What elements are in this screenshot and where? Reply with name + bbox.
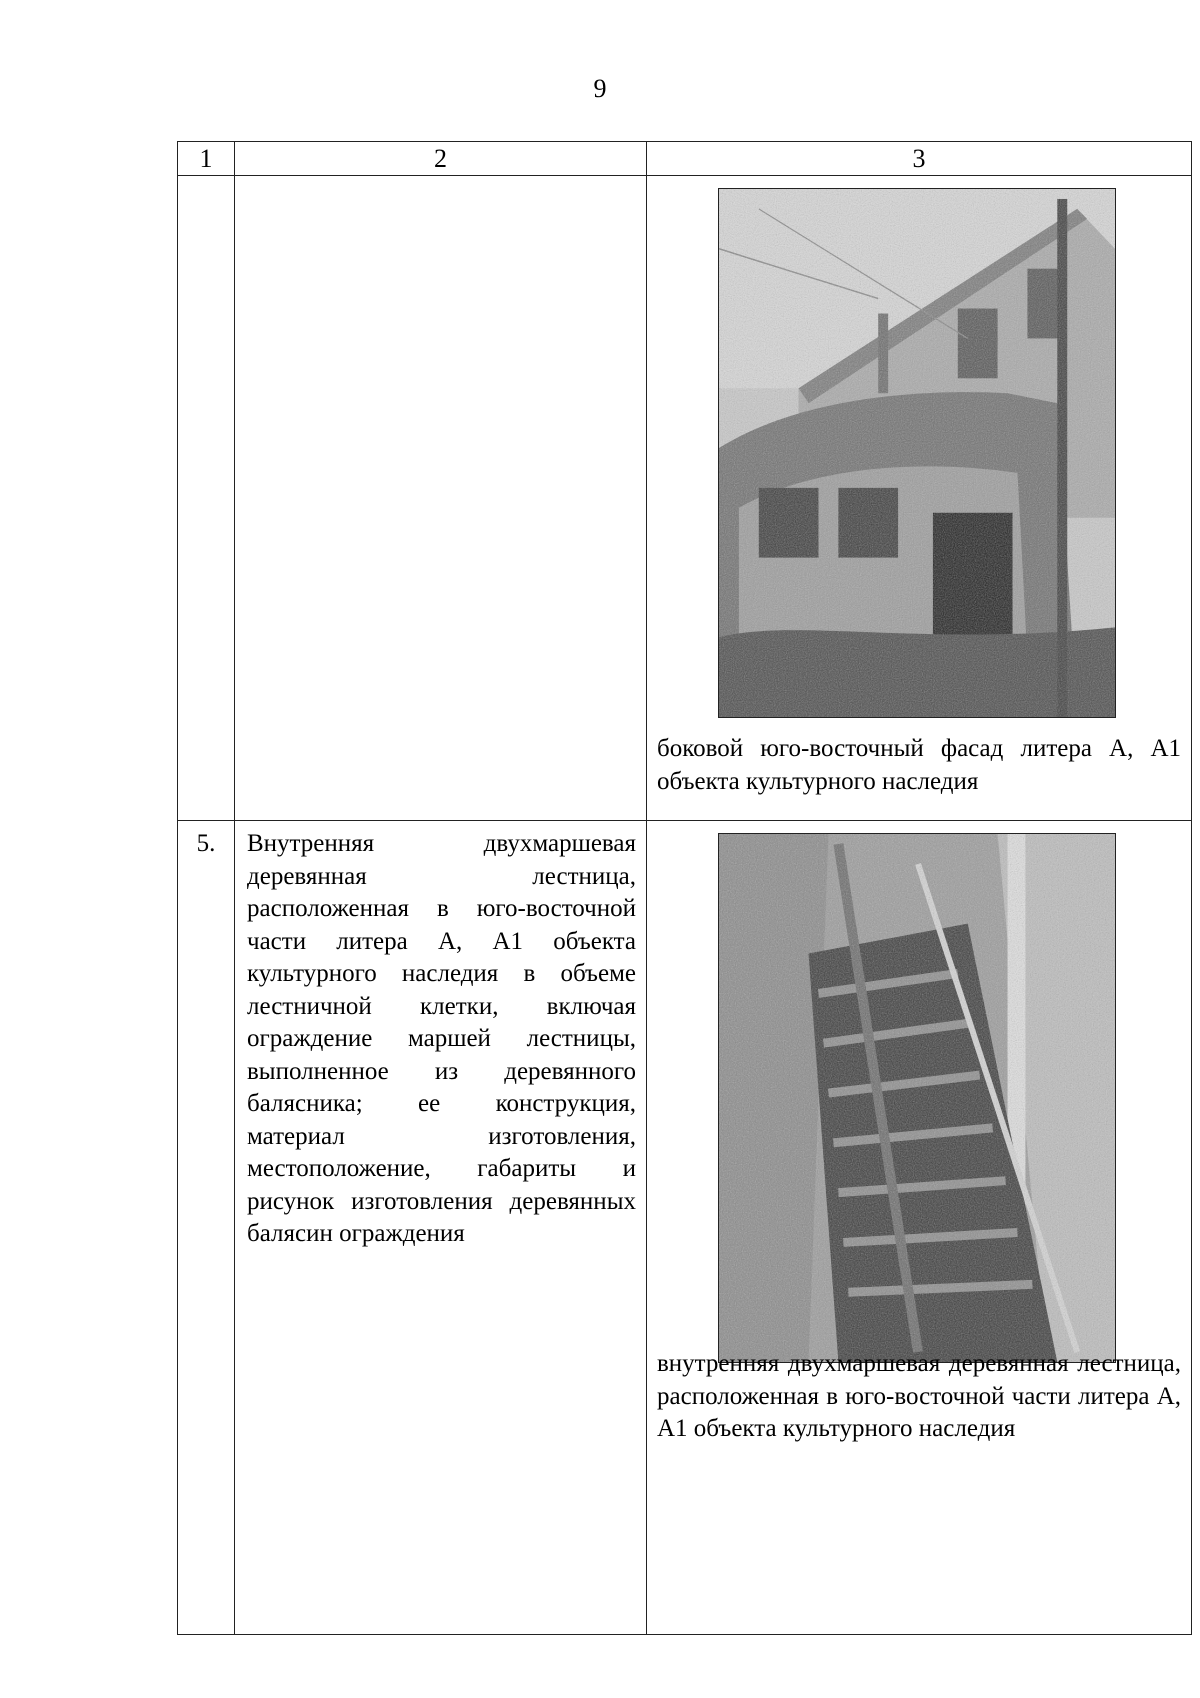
row-number bbox=[178, 176, 235, 821]
row-description: Внутренняя двухмаршевая деревянная лестница, расположенная в юго-восточной части литера А, А1 объекта культурного наследия в объеме лестничной клетки, включая ограждение маршей лестницы, выполненное из деревянного балясника; ее конструкция, материал изготовления, местоположение, габариты и рисунок изготовления деревянных балясин ограждения bbox=[235, 821, 647, 1635]
row-number: 5. bbox=[178, 821, 235, 1635]
row-description bbox=[235, 176, 647, 821]
facade-photo bbox=[718, 188, 1116, 718]
row-photo-cell bbox=[647, 821, 1192, 1635]
photo-caption: внутренняя двухмаршевая деревянная лестница, расположенная в юго-восточной части литера А, А1 объекта культурного наследия bbox=[657, 1350, 1181, 1442]
table-row bbox=[178, 176, 1192, 821]
row-photo-cell bbox=[647, 176, 1192, 821]
staircase-photo-image bbox=[719, 834, 1115, 1362]
staircase-photo bbox=[718, 833, 1116, 1363]
header-col-1: 1 bbox=[178, 142, 235, 176]
facade-photo-image bbox=[719, 189, 1115, 717]
table-header-row bbox=[178, 142, 1192, 176]
header-col-3: 3 bbox=[647, 142, 1192, 176]
photo-caption: боковой юго-восточный фасад литера А, А1 объекта культурного наследия bbox=[657, 735, 1181, 795]
table-row bbox=[178, 821, 1192, 1635]
page-number: 9 bbox=[593, 74, 607, 103]
header-col-2: 2 bbox=[235, 142, 647, 176]
objects-table bbox=[177, 141, 1192, 1635]
